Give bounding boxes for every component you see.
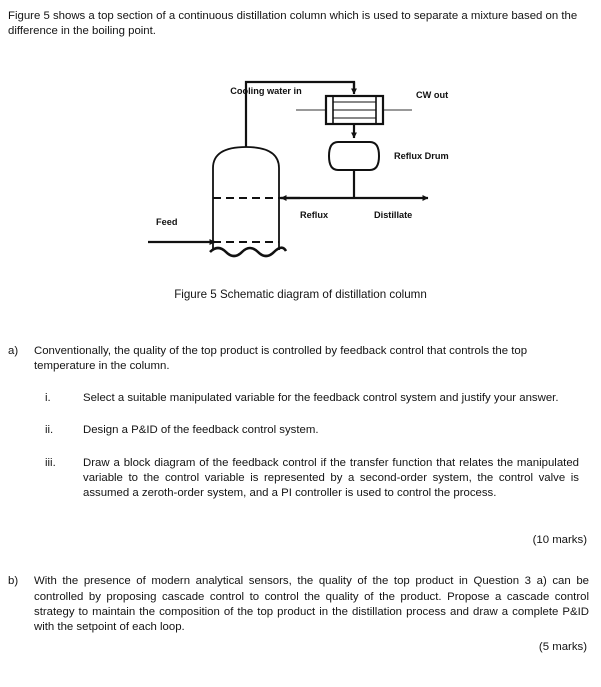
distillation-column-schematic — [0, 62, 601, 292]
question-text-a: Conventionally, the quality of the top product is controlled by feedback control that controls the top temperature in the column. — [34, 345, 528, 373]
sub-text-ii: Design a P&ID of the feedback control system. — [83, 424, 319, 437]
label-cooling-water-in: Cooling water in — [230, 86, 302, 96]
question-marker-a: a) — [8, 345, 19, 357]
label-reflux: Reflux — [300, 210, 329, 220]
figure-region — [0, 62, 601, 310]
sub-question-i — [45, 391, 579, 406]
intro-paragraph: Figure 5 shows a top section of a continuous distillation column which is used to separate a mixture based on the difference in the boiling point. — [8, 10, 578, 37]
marks-part-b: (5 marks) — [538, 640, 587, 653]
label-cw-out: CW out — [416, 90, 449, 100]
label-reflux-drum: Reflux Drum — [394, 151, 449, 161]
sub-question-ii — [45, 423, 579, 438]
sub-question-iii — [45, 456, 579, 502]
question-item-a — [0, 344, 601, 375]
question-body — [0, 344, 601, 655]
marks-part-a: (10 marks) — [532, 533, 587, 546]
sub-marker-ii: ii. — [45, 424, 54, 437]
question-text-b: With the presence of modern analytical sensors, the quality of the top product in Question 3 a) can be controlled by proposing cascade control to control the quality of the product. Propose a cascade control strategy to maintain the composition of the top product in the distillation process and draw a complete P&ID with the setpoint of each loop. — [34, 575, 589, 634]
condenser-heat-exchanger — [296, 96, 412, 124]
label-distillate: Distillate — [374, 210, 413, 220]
sub-marker-i: i. — [45, 391, 51, 404]
question-item-b — [0, 574, 601, 636]
sub-text-i: Select a suitable manipulated variable for the feedback control system and justify your answer. — [83, 391, 559, 404]
distillation-column-vessel — [210, 147, 286, 256]
label-feed: Feed — [156, 217, 178, 227]
reflux-drum-vessel — [329, 142, 379, 170]
sub-marker-iii: iii. — [45, 456, 56, 469]
figure-caption: Figure 5 Schematic diagram of distillation column — [174, 288, 427, 301]
sub-text-iii: Draw a block diagram of the feedback control if the transfer function that relates the manipulated variable to the control variable is represented by a second-order system, the control valve is assumed a zeroth-order system, and a PI controller is used to control the process. — [83, 456, 579, 500]
sub-question-list-a — [0, 391, 601, 502]
question-marker-b: b) — [8, 575, 19, 588]
